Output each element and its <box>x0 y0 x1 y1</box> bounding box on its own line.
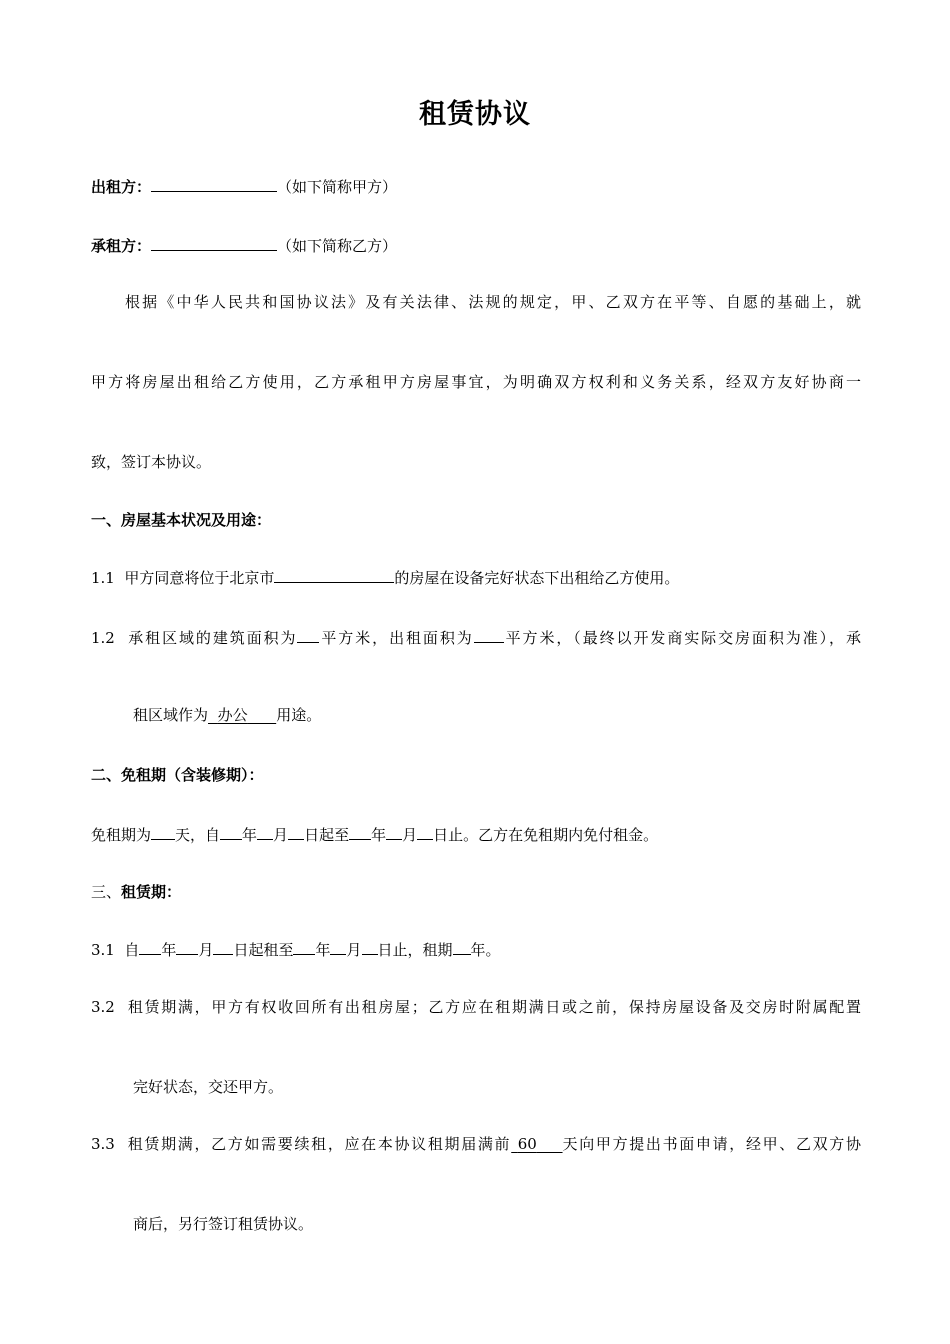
clause-text: 月 <box>346 941 362 959</box>
building-area-blank <box>297 625 319 643</box>
clause-text: 自 <box>124 941 140 959</box>
year-blank <box>293 937 315 955</box>
clause-text: 的房屋在设备完好状态下出租给乙方使用。 <box>394 569 680 587</box>
clause-3-2-cont: 完好状态，交还甲方。 <box>133 1078 284 1096</box>
clause-number: 3.1 <box>91 941 115 959</box>
clause-text: 平方米，出租面积为 <box>319 629 474 647</box>
year-blank <box>349 822 371 840</box>
document-title: 租赁协议 <box>419 99 531 130</box>
clause-text: 年 <box>161 941 177 959</box>
lessee-label: 承租方： <box>91 237 152 255</box>
month-blank <box>330 937 346 955</box>
section-1-heading: 一、房屋基本状况及用途： <box>91 511 272 529</box>
year-blank <box>220 822 242 840</box>
clause-3-1 <box>91 937 861 957</box>
lessee-line <box>91 233 861 253</box>
clause-1-2 <box>91 625 861 645</box>
clause-number: 1.1 <box>91 569 115 587</box>
clause-text: 用途。 <box>276 706 322 724</box>
year-blank <box>139 937 161 955</box>
clause-text: 年 <box>371 826 387 844</box>
section-3-heading <box>91 882 861 902</box>
preamble-line-1: 根据《中华人民共和国协议法》及有关法律、法规的规定，甲、乙双方在平等、自愿的基础上，就 <box>125 293 861 311</box>
clause-number: 3.2 <box>91 998 115 1016</box>
clause-number: 1.2 <box>91 629 115 647</box>
rent-free-line <box>91 822 861 842</box>
clause-number: 3.3 <box>91 1135 115 1153</box>
day-blank <box>362 937 378 955</box>
section-2-heading: 二、免租期（含装修期）： <box>91 766 264 784</box>
clause-3-2 <box>91 997 861 1017</box>
lessee-blank <box>151 233 277 251</box>
clause-text: 免租期为 <box>91 826 152 844</box>
clause-text: 租赁期满，乙方如需要续租，应在本协议租期届满前 <box>127 1135 512 1153</box>
clause-1-1 <box>91 565 861 585</box>
clause-3-3-cont: 商后，另行签订租赁协议。 <box>133 1215 314 1233</box>
clause-text: 天向甲方提出书面申请，经甲、乙双方协 <box>562 1135 861 1153</box>
clause-text: 天，自 <box>175 826 221 844</box>
address-blank <box>274 565 394 583</box>
day-blank <box>417 822 433 840</box>
lessor-line <box>91 174 861 194</box>
clause-text: 月 <box>198 941 214 959</box>
day-blank <box>213 937 233 955</box>
clause-text: 日止。乙方在免租期内免付租金。 <box>433 826 659 844</box>
clause-text: 甲方同意将位于北京市 <box>124 569 275 587</box>
clause-text: 平方米，（最终以开发商实际交房面积为准），承 <box>503 629 861 647</box>
month-blank <box>176 937 198 955</box>
clause-text: 日起租至 <box>233 941 294 959</box>
clause-1-2-cont <box>133 705 903 725</box>
term-years-blank <box>453 937 471 955</box>
rental-area-blank <box>474 625 504 643</box>
preamble-line-3: 致，签订本协议。 <box>91 453 212 471</box>
lessee-note: （如下简称乙方） <box>277 237 398 255</box>
clause-text: 日止，租期 <box>377 941 453 959</box>
renewal-days-text: 60 <box>517 1135 537 1153</box>
lessor-blank <box>151 174 277 192</box>
heading-prefix: 三、 <box>91 883 122 901</box>
month-blank <box>386 822 402 840</box>
day-blank <box>288 822 304 840</box>
clause-text: 年。 <box>470 941 501 959</box>
lessor-note: （如下简称甲方） <box>277 178 398 196</box>
clause-text: 年 <box>315 941 331 959</box>
preamble-line-2: 甲方将房屋出租给乙方使用，乙方承租甲方房屋事宜，为明确双方权利和义务关系，经双方友好协商一 <box>91 373 861 391</box>
clause-text: 年 <box>242 826 258 844</box>
clause-3-3 <box>91 1134 861 1154</box>
clause-text: 承租区域的建筑面积为 <box>128 629 298 647</box>
usage-value <box>208 706 276 724</box>
clause-text: 月 <box>402 826 418 844</box>
clause-text: 租区域作为 <box>133 706 209 724</box>
renewal-days-value <box>511 1135 562 1153</box>
usage-text: 办公 <box>217 706 248 724</box>
month-blank <box>257 822 273 840</box>
lessor-label: 出租方： <box>91 178 152 196</box>
clause-text: 租赁期满，甲方有权收回所有出租房屋；乙方应在租期满日或之前，保持房屋设备及交房时附属配置 <box>127 998 861 1016</box>
clause-text: 日起至 <box>304 826 350 844</box>
days-blank <box>151 822 175 840</box>
clause-text: 月 <box>273 826 289 844</box>
heading-text: 租赁期： <box>121 883 182 901</box>
